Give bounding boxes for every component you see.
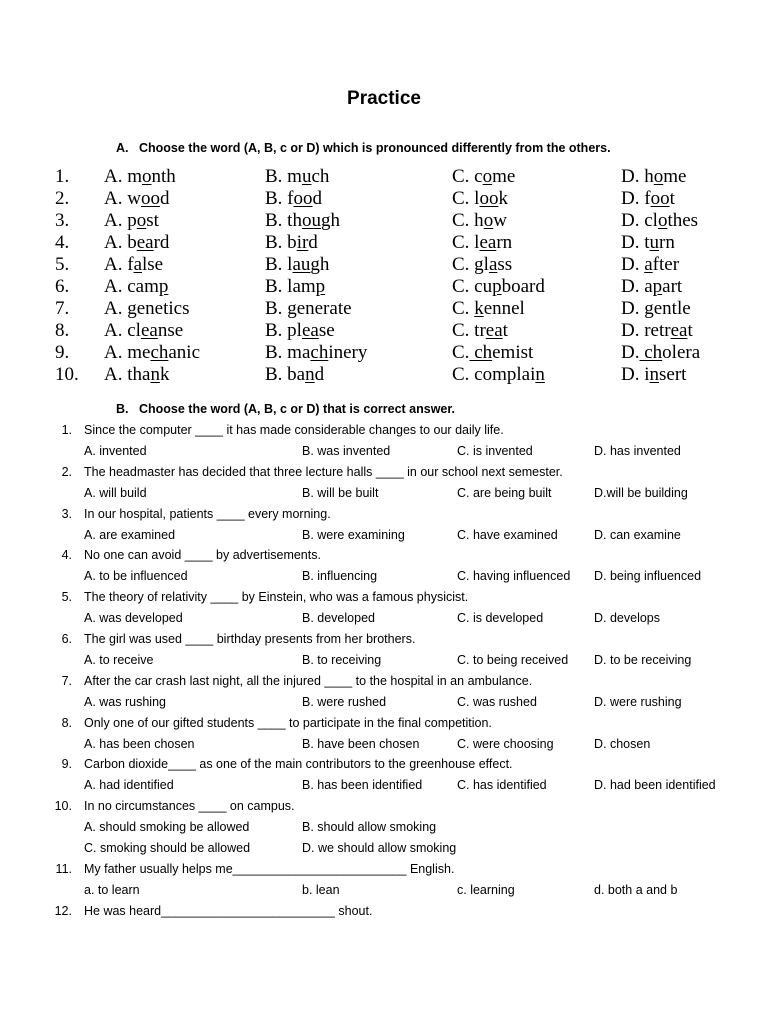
underlined-sound: a [644, 254, 653, 275]
question-number: 12. [54, 903, 72, 918]
underlined-sound: g [644, 298, 654, 319]
options-line [0, 527, 768, 544]
answer-option: A. will build [84, 485, 147, 500]
question-number: 5. [61, 590, 72, 605]
page-title: Practice [347, 88, 421, 109]
answer-option: D. cholera [621, 342, 701, 363]
answer-option: D. gentle [621, 298, 691, 319]
answer-option: A. month [104, 166, 176, 187]
question-text: The girl was used ____ birthday presents from her brothers. [84, 632, 416, 646]
pronunciation-row [0, 210, 768, 232]
question-line [0, 422, 768, 439]
answer-option: D. home [621, 166, 687, 187]
underlined-sound: g [127, 298, 137, 319]
answer-option: C. chemist [452, 342, 534, 363]
answer-option: D. were rushing [594, 694, 682, 709]
question-number: 3. [61, 506, 72, 521]
options-line [0, 652, 768, 669]
question-line [0, 798, 768, 815]
answer-option: C. is developed [457, 611, 544, 626]
answer-option: B. were rushed [302, 694, 387, 709]
underlined-sound: ch [469, 342, 493, 363]
underlined-sound: ch [639, 342, 663, 363]
question-text: Since the computer ____ it has made considerable changes to our daily life. [84, 423, 504, 437]
options-line [0, 777, 768, 794]
question-number: 7. [61, 673, 72, 688]
answer-option: D. can examine [594, 527, 681, 542]
answer-option: C. are being built [457, 485, 552, 500]
answer-option: C. come [452, 166, 516, 187]
underlined-sound: o [136, 210, 147, 231]
answer-option: B. please [265, 320, 335, 341]
underlined-sound: ir [296, 232, 309, 253]
answer-option: C. look [452, 188, 508, 209]
answer-option: d. both a and b [594, 882, 678, 897]
question-text: He was heard_________________________ shout. [84, 903, 373, 918]
question-line [0, 673, 768, 690]
question-line [0, 464, 768, 481]
answer-option: B. developed [302, 611, 375, 626]
answer-option: C. smoking should be allowed [84, 841, 251, 855]
underlined-sound: ea [479, 232, 497, 253]
question-number: 9. [61, 757, 72, 772]
answer-option: D. chosen [594, 736, 651, 751]
answer-option: A. to receive [84, 652, 154, 667]
underlined-sound: ea [140, 320, 158, 341]
answer-option: A. was developed [84, 611, 183, 626]
question-text: The theory of relativity ____ by Einstein, who was a famous physicist. [84, 590, 469, 605]
pronunciation-row [0, 254, 768, 276]
answer-option: C. has identified [457, 778, 547, 793]
underlined-sound: oo [650, 188, 670, 209]
underlined-sound: p [492, 276, 502, 297]
answer-option: B. though [265, 210, 340, 231]
question-number: 10. [55, 364, 79, 385]
question-number: 6. [61, 632, 72, 646]
underlined-sound: n [305, 364, 315, 385]
underlined-sound: oo [293, 188, 313, 209]
underlined-sound: u [301, 166, 312, 187]
answer-option: D. clothes [621, 210, 699, 231]
underlined-sound: n [535, 364, 545, 385]
options-line [0, 819, 768, 836]
pronunciation-row [0, 364, 768, 386]
pronunciation-row [0, 298, 768, 320]
options-line [0, 485, 768, 502]
answer-option: A. are examined [84, 527, 176, 542]
underlined-sound: g [287, 298, 297, 319]
question-number: 6. [55, 276, 70, 297]
answer-option: C. have examined [457, 527, 558, 542]
answer-option: c. learning [457, 882, 515, 897]
answer-option: A. invented [84, 443, 147, 458]
answer-option: D. insert [621, 364, 687, 385]
underlined-sound: a [133, 254, 142, 275]
answer-option: D. apart [621, 276, 683, 297]
underlined-sound: u [649, 232, 659, 253]
pronunciation-row [0, 276, 768, 298]
question-number: 5. [55, 254, 70, 275]
underlined-sound: a [488, 254, 498, 275]
pronunciation-row [0, 342, 768, 364]
underlined-sound: p [652, 276, 663, 297]
options-line [0, 568, 768, 585]
answer-option: B. should allow smoking [302, 820, 437, 835]
underlined-sound: oo [479, 188, 499, 209]
answer-option: D.will be building [594, 485, 688, 500]
answer-option: A. wood [104, 188, 170, 209]
question-text: Only one of our gifted students ____ to participate in the final competition. [84, 715, 492, 730]
question-number: 9. [55, 342, 70, 363]
question-number: 4. [61, 548, 72, 563]
question-line [0, 589, 768, 606]
question-line [0, 631, 768, 648]
pronunciation-row [0, 188, 768, 210]
section-b-label: B. [116, 402, 129, 416]
pronunciation-row [0, 232, 768, 254]
answer-option: B. lamp [265, 276, 326, 297]
answer-option: C. is invented [457, 443, 533, 458]
answer-option: A. genetics [104, 298, 190, 319]
answer-option: B. food [265, 188, 322, 209]
answer-option: A. camp [104, 276, 169, 297]
answer-option: B. influencing [302, 569, 378, 584]
answer-option: B. was invented [302, 443, 391, 458]
answer-option: D. has invented [594, 443, 681, 458]
answer-option: B. machinery [265, 342, 368, 363]
answer-option: b. lean [302, 882, 340, 897]
answer-option: A. should smoking be allowed [84, 820, 250, 835]
answer-option: A. cleanse [104, 320, 184, 341]
answer-option: D. after [621, 254, 680, 275]
answer-option: A. mechanic [104, 342, 201, 363]
question-number: 1. [55, 166, 70, 187]
underlined-sound: ea [485, 320, 503, 341]
answer-option: C. learn [452, 232, 513, 253]
answer-option: a. to learn [84, 882, 140, 897]
question-line [0, 715, 768, 732]
question-text: My father usually helps me_________________________ English. [84, 861, 455, 876]
options-line [0, 694, 768, 711]
underlined-sound: o [482, 166, 493, 187]
underlined-sound: au [292, 254, 311, 275]
options-line [0, 736, 768, 753]
underlined-sound: o [142, 166, 152, 187]
answer-option: C. complain [452, 364, 545, 385]
answer-option: C. treat [452, 320, 508, 341]
answer-option: B. have been chosen [302, 736, 420, 751]
question-number: 1. [61, 423, 72, 437]
answer-option: A. has been chosen [84, 736, 195, 751]
question-text: After the car crash last night, all the injured ____ to the hospital in an ambulance. [84, 673, 533, 688]
options-line [0, 840, 768, 857]
answer-option: A. thank [104, 364, 170, 385]
answer-option: B. much [265, 166, 330, 187]
options-line [0, 882, 768, 899]
underlined-sound: o [657, 210, 668, 231]
underlined-sound: n [649, 364, 659, 385]
answer-option: B. will be built [302, 485, 379, 500]
section-b-instruction: Choose the word (A, B, c or D) that is correct answer. [139, 402, 456, 416]
underlined-sound: ea [136, 232, 154, 253]
options-line [0, 443, 768, 460]
answer-option: B. were examining [302, 527, 405, 542]
pronunciation-row [0, 320, 768, 342]
section-a-instruction: Choose the word (A, B, c or D) which is pronounced differently from the others. [139, 141, 611, 155]
answer-option: C. to being received [457, 652, 569, 667]
question-number: 8. [55, 320, 70, 341]
question-text: The headmaster has decided that three lecture halls ____ in our school next semester. [84, 464, 563, 479]
answer-option: D. foot [621, 188, 675, 209]
underlined-sound: o [653, 166, 664, 187]
answer-option: C. cupboard [452, 276, 545, 297]
underlined-sound: ch [310, 342, 329, 363]
question-number: 11. [55, 861, 72, 876]
answer-option: B. band [265, 364, 325, 385]
question-line [0, 861, 768, 878]
question-number: 2. [55, 188, 70, 209]
answer-option: D. to be receiving [594, 652, 692, 667]
section-b-heading [116, 402, 455, 416]
question-text: No one can avoid ____ by advertisements. [84, 548, 321, 563]
question-number: 3. [55, 210, 70, 231]
answer-option: D. had been identified [594, 778, 716, 793]
answer-option: B. laugh [265, 254, 330, 275]
answer-option: C. having influenced [457, 569, 571, 584]
question-line [0, 756, 768, 773]
question-text: Carbon dioxide____ as one of the main contributors to the greenhouse effect. [84, 757, 513, 772]
question-number: 10. [54, 799, 72, 814]
answer-option: A. was rushing [84, 694, 166, 709]
answer-option: C. was rushed [457, 694, 537, 709]
answer-option: C. how [452, 210, 507, 231]
answer-option: D. retreat [621, 320, 693, 341]
underlined-sound: p [315, 276, 326, 297]
answer-option: B. to receiving [302, 652, 382, 667]
answer-option: A. had identified [84, 778, 174, 793]
answer-option: C. glass [452, 254, 513, 275]
answer-option: A. post [104, 210, 159, 231]
question-line [0, 547, 768, 564]
answer-option: D. we should allow smoking [302, 841, 457, 855]
question-line [0, 506, 768, 523]
question-number: 2. [61, 464, 72, 479]
underlined-sound: ea [301, 320, 319, 341]
answer-option: B. bird [265, 232, 318, 253]
question-text: In our hospital, patients ____ every morning. [84, 506, 331, 521]
question-text: In no circumstances ____ on campus. [84, 799, 295, 814]
section-a-heading [116, 141, 611, 155]
answer-option: A. beard [104, 232, 170, 253]
underlined-sound: ch [150, 342, 169, 363]
answer-option: A. to be influenced [84, 569, 188, 584]
answer-option: A. false [104, 254, 164, 275]
question-number: 8. [61, 715, 72, 730]
underlined-sound: ea [670, 320, 688, 341]
answer-option: B. has been identified [302, 778, 423, 793]
question-number: 4. [55, 232, 70, 253]
underlined-sound: n [150, 364, 160, 385]
underlined-sound: p [158, 276, 169, 297]
underlined-sound: oo [140, 188, 160, 209]
answer-option: D. develops [594, 611, 661, 626]
answer-option: D. turn [621, 232, 675, 253]
section-a-label: A. [116, 141, 129, 155]
answer-option: C. were choosing [457, 736, 554, 751]
underlined-sound: k [474, 298, 484, 319]
options-line [0, 610, 768, 627]
underlined-sound: ou [301, 210, 321, 231]
underlined-sound: o [483, 210, 494, 231]
question-line [0, 903, 768, 920]
pronunciation-row [0, 166, 768, 188]
answer-option: D. being influenced [594, 569, 702, 584]
answer-option: B. generate [265, 298, 352, 319]
question-number: 7. [55, 298, 70, 319]
answer-option: C. kennel [452, 298, 525, 319]
